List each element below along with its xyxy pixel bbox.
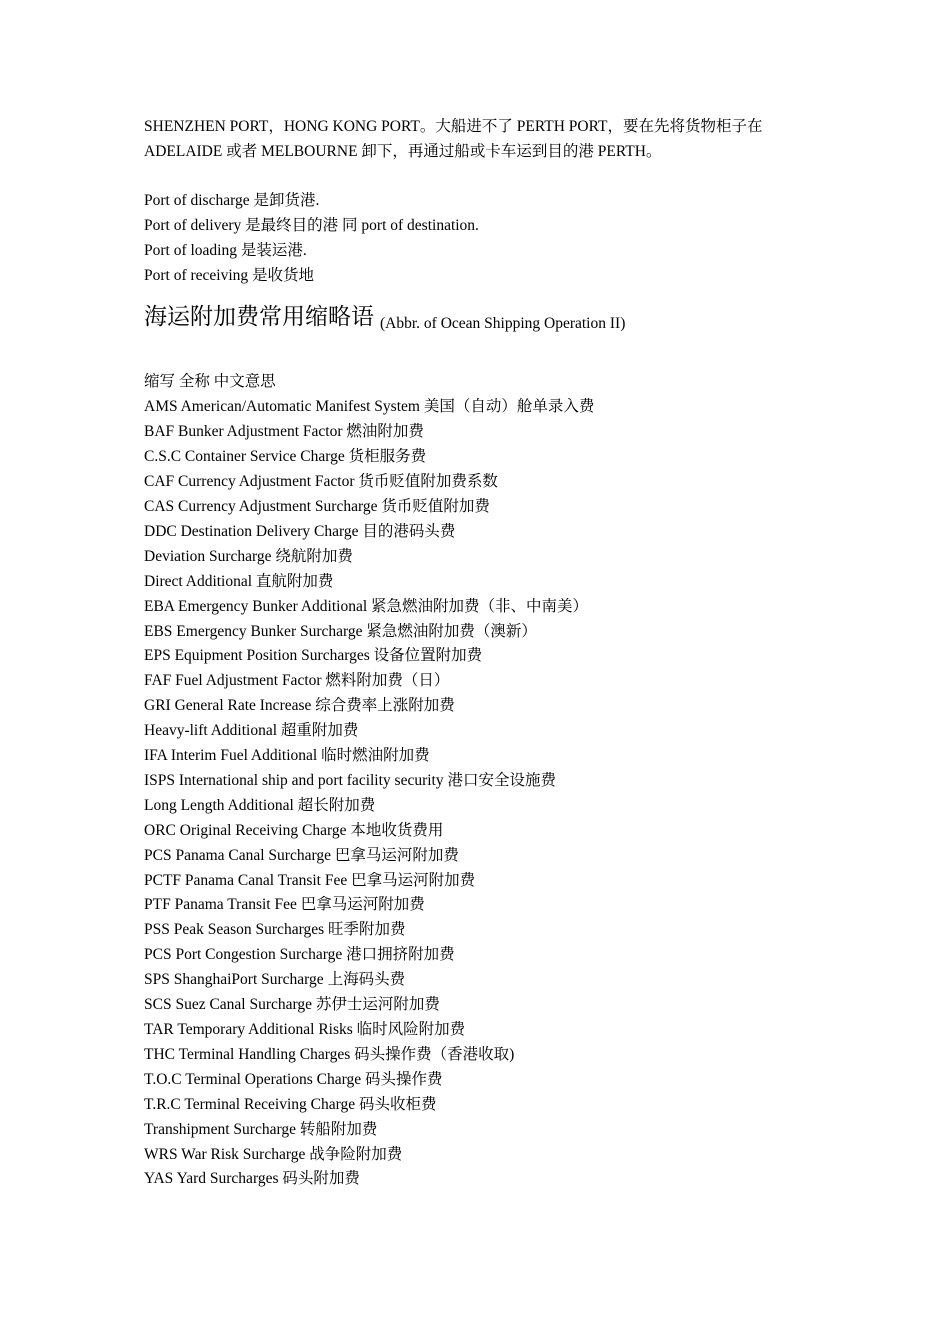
list-item: PCTF Panama Canal Transit Fee 巴拿马运河附加费 <box>144 871 476 889</box>
list-item: ISPS International ship and port facility security 港口安全设施费 <box>144 771 556 789</box>
list-item: PSS Peak Season Surcharges 旺季附加费 <box>144 921 406 939</box>
list-item: PCS Panama Canal Surcharge 巴拿马运河附加费 <box>144 846 459 864</box>
list-item: Direct Additional 直航附加费 <box>144 572 334 590</box>
list-item: PCS Port Congestion Surcharge 港口拥挤附加费 <box>144 946 455 964</box>
list-item: IFA Interim Fuel Additional 临时燃油附加费 <box>144 747 430 765</box>
list-item: ORC Original Receiving Charge 本地收货费用 <box>144 821 444 839</box>
port-line: Port of receiving 是收货地 <box>144 266 315 284</box>
list-item: SPS ShanghaiPort Surcharge 上海码头费 <box>144 971 406 989</box>
heading-sub: (Abbr. of Ocean Shipping Operation II) <box>380 315 626 333</box>
list-item: EBA Emergency Bunker Additional 紧急燃油附加费（非、中南美） <box>144 597 589 615</box>
list-item: DDC Destination Delivery Charge 目的港码头费 <box>144 522 456 540</box>
list-item: T.R.C Terminal Receiving Charge 码头收柜费 <box>144 1095 437 1113</box>
list-item: Long Length Additional 超长附加费 <box>144 796 376 814</box>
port-line: Port of loading 是装运港. <box>144 241 307 259</box>
list-item: THC Terminal Handling Charges 码头操作费（香港收取) <box>144 1045 515 1063</box>
list-item: TAR Temporary Additional Risks 临时风险附加费 <box>144 1021 466 1038</box>
list-item: T.O.C Terminal Operations Charge 码头操作费 <box>144 1070 443 1088</box>
list-item: YAS Yard Surcharges 码头附加费 <box>144 1170 360 1188</box>
document-page <box>144 115 834 1192</box>
spacer <box>144 358 834 370</box>
spacer <box>144 165 834 189</box>
list-item: Transhipment Surcharge 转船附加费 <box>144 1120 378 1138</box>
table-header: 缩写 全称 中文意思 <box>144 373 276 391</box>
list-item: BAF Bunker Adjustment Factor 燃油附加费 <box>144 423 424 441</box>
list-item: EPS Equipment Position Surcharges 设备位置附加费 <box>144 647 483 665</box>
intro-line-1: SHENZHEN PORT，HONG KONG PORT。大船进不了 PERTH PORT，要在先将货物柜子在 <box>144 118 763 135</box>
port-line: Port of discharge 是卸货港. <box>144 191 320 209</box>
section-heading <box>144 298 834 358</box>
list-item: GRI General Rate Increase 综合费率上涨附加费 <box>144 697 455 715</box>
list-item: Deviation Surcharge 绕航附加费 <box>144 547 353 565</box>
list-item: EBS Emergency Bunker Surcharge 紧急燃油附加费（澳新） <box>144 622 537 640</box>
heading-main: 海运附加费常用缩略语 <box>144 304 374 330</box>
list-item: PTF Panama Transit Fee 巴拿马运河附加费 <box>144 896 425 914</box>
list-item: SCS Suez Canal Surcharge 苏伊士运河附加费 <box>144 996 440 1014</box>
list-item: CAS Currency Adjustment Surcharge 货币贬值附加费 <box>144 497 490 515</box>
list-item: FAF Fuel Adjustment Factor 燃料附加费（日） <box>144 672 450 690</box>
list-item: CAF Currency Adjustment Factor 货币贬值附加费系数 <box>144 473 498 491</box>
port-line: Port of delivery 是最终目的港 同 port of destination. <box>144 216 479 234</box>
list-item: C.S.C Container Service Charge 货柜服务费 <box>144 448 427 466</box>
intro-line-2: ADELAIDE 或者 MELBOURNE 卸下，再通过船或卡车运到目的港 PERTH。 <box>144 142 662 160</box>
list-item: WRS War Risk Surcharge 战争险附加费 <box>144 1145 403 1163</box>
list-item: Heavy-lift Additional 超重附加费 <box>144 722 359 740</box>
port-definitions <box>144 189 834 289</box>
abbreviation-list <box>144 395 834 1192</box>
list-item: AMS American/Automatic Manifest System 美国（自动）舱单录入费 <box>144 398 595 416</box>
